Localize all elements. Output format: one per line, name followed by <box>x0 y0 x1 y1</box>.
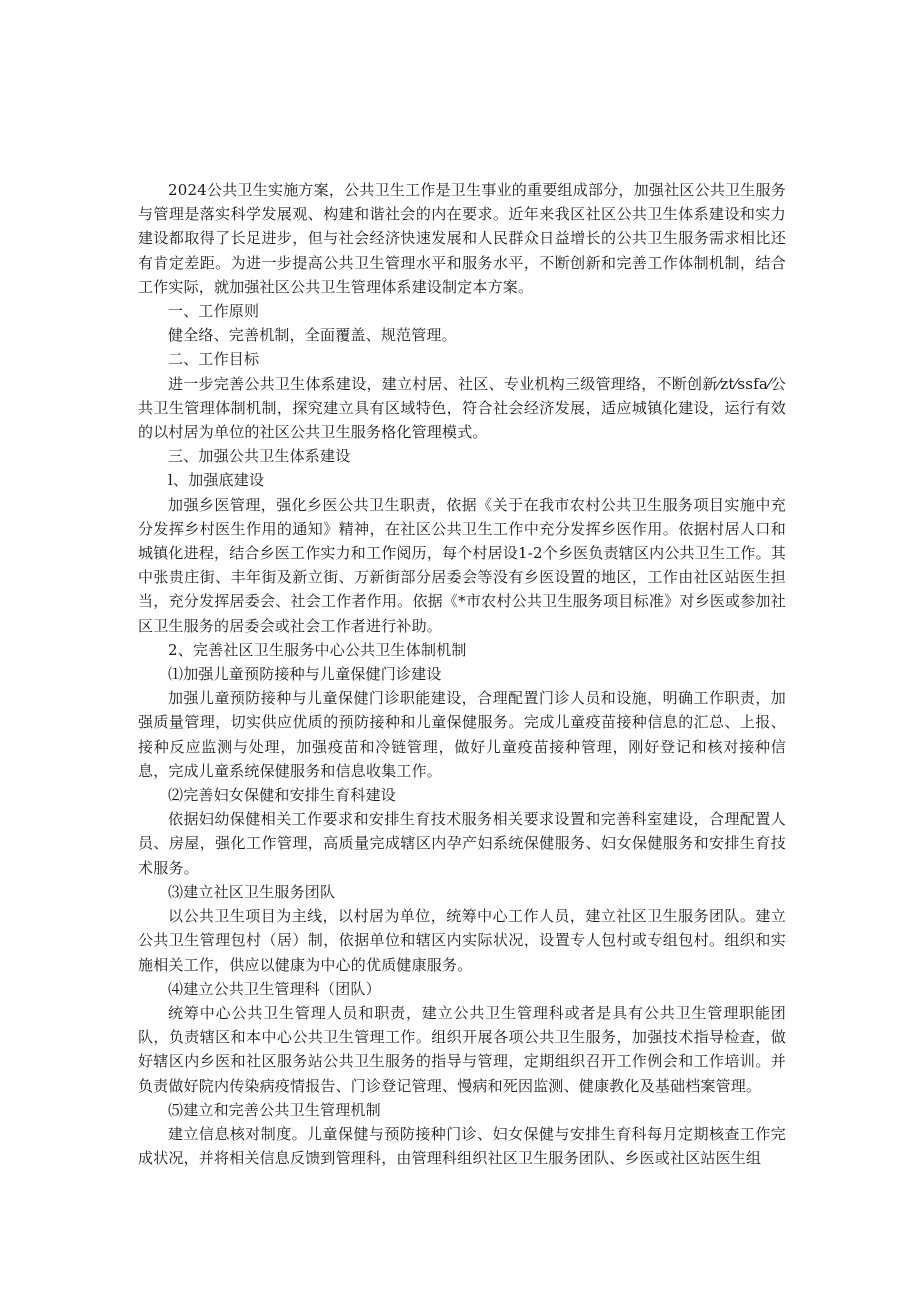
item-heading: ⑵完善妇女保健和安排生育科建设 <box>168 786 397 805</box>
subsection-heading: l、加强底建设 <box>168 471 265 490</box>
paragraph: 健全络、完善机制，全面覆盖、规范管理。 <box>168 326 457 345</box>
item-heading: ⑴加强儿童预防接种与儿童保健门诊建设 <box>168 665 442 684</box>
paragraph: 以公共卫生项目为主线，以村居为单位，统筹中心工作人员，建立社区卫生服务团队。建立公共卫生管理包村（居）制，依据单位和辖区内实际状况，设置专人包村或专组包村。组织和实施相关工作，供应以健康为中心的优质健康服务。 <box>138 907 786 974</box>
item-heading: ⑸建立和完善公共卫生管理机制 <box>168 1100 381 1119</box>
paragraph: 统筹中心公共卫生管理人员和职责，建立公共卫生管理科或者是具有公共卫生管理职能团队，负责辖区和本中心公共卫生管理工作。组织开展各项公共卫生服务，加强技术指导检查，做好辖区内乡医和社区服务站公共卫生服务的指导与管理，定期组织召开工作例会和工作培训。并负责做好院内传染病疫情报告、门诊登记管理、慢病和死因监测、健康教化及基础档案管理。 <box>138 1003 786 1095</box>
item-heading: ⑶建立社区卫生服务团队 <box>168 882 336 901</box>
paragraph: 建立信息核对制度。儿童保健与预防接种门诊、妇女保健与安排生育科每月定期核查工作完成状况，并将相关信息反馈到管理科，由管理科组织社区卫生服务团队、乡医或社区站医生组 <box>138 1124 786 1168</box>
paragraph: 加强乡医管理，强化乡医公共卫生职责，依据《关于在我市农村公共卫生服务项目实施中充分发挥乡村医生作用的通知》精神，在社区公共卫生工作中充分发挥乡医作用。依据村居人口和城镇化进程，结合乡医工作实力和工作阅历，每个村居设1-2个乡医负责辖区内公共卫生工作。其中张贵庄街、丰年街及新立街、万新街部分居委会等没有乡医设置的地区，工作由社区站医生担当，充分发挥居委会、社会工作者作用。依据《*市农村公共卫生服务项目标准》对乡医或参加社区卫生服务的居委会或社会工作者进行补助。 <box>138 495 786 635</box>
intro-paragraph: 2024公共卫生实施方案，公共卫生工作是卫生事业的重要组成部分，加强社区公共卫生服务与管理是落实科学发展观、构建和谐社会的内在要求。近年来我区社区公共卫生体系建设和实力建设都取得了长足进步，但与社会经济快速发展和人民群众日益增长的公共卫生服务需求相比还有肯定差距。为进一步提高公共卫生管理水平和服务水平，不断创新和完善工作体制机制，结合工作实际，就加强社区公共卫生管理体系建设制定本方案。 <box>138 181 786 296</box>
subsection-heading: 2、完善社区卫生服务中心公共卫生体制机制 <box>168 640 467 659</box>
paragraph: 进一步完善公共卫生体系建设，建立村居、社区、专业机构三级管理络，不断创新⁄zt⁄ssfa⁄公共卫生管理体制机制，探究建立具有区域特色，符合社会经济发展，适应城镇化建设，运行有效的以村居为单位的社区公共卫生服务格化管理模式。 <box>138 374 786 442</box>
document-body <box>138 178 786 1170</box>
item-heading: ⑷建立公共卫生管理科（团队） <box>168 979 381 998</box>
paragraph: 加强儿童预防接种与儿童保健门诊职能建设，合理配置门诊人员和设施，明确工作职责，加强质量管理，切实供应优质的预防接种和儿童保健服务。完成儿童疫苗接种信息的汇总、上报、接种反应监测与处理，加强疫苗和冷链管理，做好儿童疫苗接种管理，刚好登记和核对接种信息，完成儿童系统保健服务和信息收集工作。 <box>138 689 786 780</box>
section-heading-work-principles: 一、工作原则 <box>168 302 260 321</box>
paragraph: 依据妇幼保健相关工作要求和安排生育技术服务相关要求设置和完善科室建设，合理配置人员、房屋，强化工作管理，高质量完成辖区内孕产妇系统保健服务、妇女保健服务和安排生育技术服务。 <box>138 810 786 877</box>
section-heading-system-building: 三、加强公共卫生体系建设 <box>168 447 351 466</box>
section-heading-work-goals: 二、工作目标 <box>168 350 260 369</box>
